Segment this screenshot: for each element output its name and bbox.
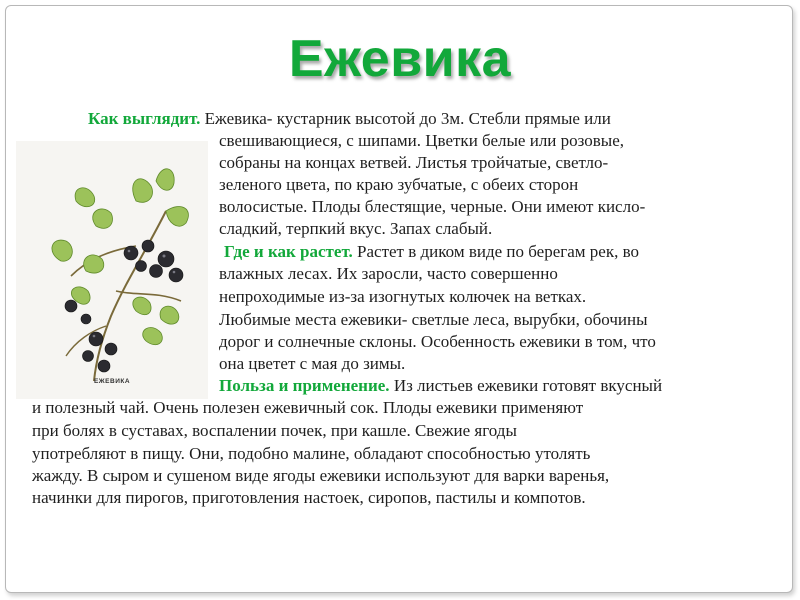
- text-line: жажду. В сыром и сушеном виде ягоды ежевики используют для варки варенья,: [32, 466, 610, 485]
- section3-text: Из листьев ежевики готовят вкусный: [393, 376, 663, 395]
- blackberry-plant-drawing: [16, 141, 208, 399]
- text-line: волосистые. Плоды блестящие, черные. Они имеют кисло-: [219, 197, 646, 216]
- section1-text: Ежевика- кустарник высотой до 3м. Стебли прямые или: [204, 109, 611, 128]
- section2-text: Растет в диком виде по берегам рек, во: [357, 242, 640, 261]
- text-line: свешивающиеся, с шипами. Цветки белые или розовые,: [219, 131, 625, 150]
- text-line: дорог и солнечные склоны. Особенность ежевики в том, что: [219, 332, 656, 351]
- text-line: влажных лесах. Их заросли, часто совершенно: [219, 264, 558, 283]
- section2-heading: Где и как растет.: [224, 242, 353, 261]
- blackberry-illustration: [16, 141, 208, 399]
- section3-heading: Польза и применение.: [219, 376, 390, 395]
- text-line: и полезный чай. Очень полезен ежевичный сок. Плоды ежевики применяют: [32, 398, 584, 417]
- text-line: при болях в суставах, воспалении почек, при кашле. Свежие ягоды: [32, 421, 517, 440]
- section1-heading: Как выглядит.: [88, 109, 201, 128]
- slide-title: Ежевика: [288, 30, 512, 88]
- text-line: непроходимые из-за изогнутых колючек на ветках.: [219, 287, 587, 306]
- text-line: она цветет с мая до зимы.: [219, 354, 406, 373]
- text-line: зеленого цвета, по краю зубчатые, с обеих сторон: [219, 175, 579, 194]
- section2-first-line: [224, 241, 639, 263]
- illustration-caption: ЕЖЕВИКА: [93, 378, 131, 385]
- text-line: Любимые места ежевики- светлые леса, вырубки, обочины: [219, 310, 648, 329]
- text-line: собраны на концах ветвей. Листья тройчатые, светло-: [219, 153, 609, 172]
- section1-first-line: [88, 108, 611, 130]
- text-line: употребляют в пищу. Они, подобно малине, обладают способностью утолять: [32, 444, 591, 463]
- text-line: начинки для пирогов, приготовления настоек, сиропов, пастилы и компотов.: [32, 488, 586, 507]
- text-line: сладкий, терпкий вкус. Запах слабый.: [219, 219, 493, 238]
- section3-first-line: [219, 375, 662, 397]
